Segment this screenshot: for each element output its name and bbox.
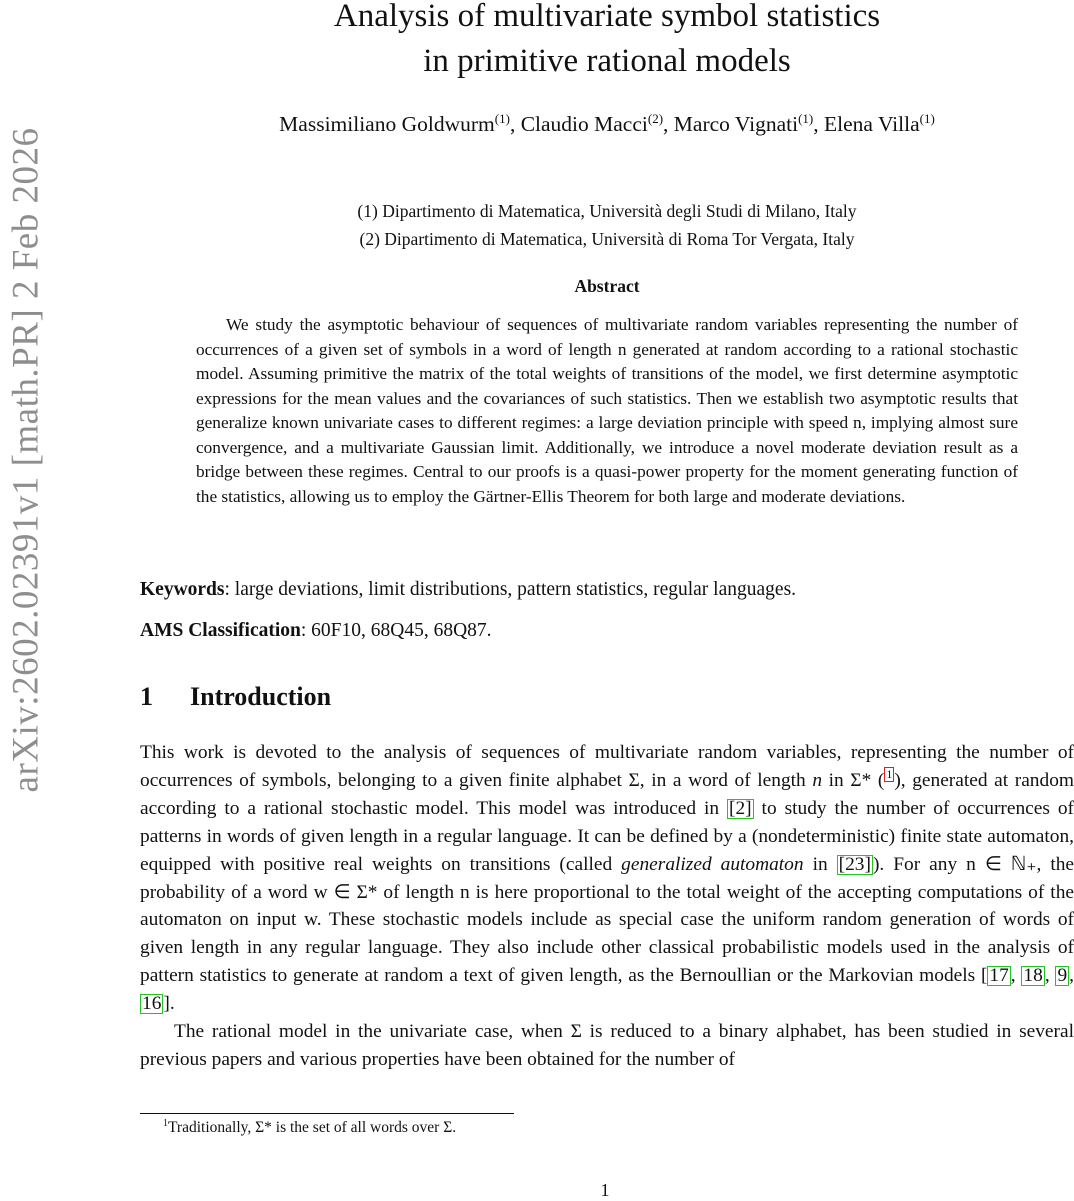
citation-link[interactable]: [23] [838,853,871,875]
author-name: Massimiliano Goldwurm [279,112,495,136]
keywords-line [140,579,1074,601]
affiliation-1: (1) Dipartimento di Matematica, Università degli Studi di Milano, Italy [357,201,857,221]
text-run: in Σ* ( [822,769,885,791]
text-run: , [1010,965,1022,987]
citation-link[interactable]: 9 [1057,965,1068,987]
ams-label: AMS Classification [140,620,301,641]
author-affil-mark: (1) [494,111,510,126]
introduction-body [140,739,1074,1074]
footnote [163,1119,456,1137]
intro-paragraph-1 [140,739,1074,1018]
section-title: Introduction [190,682,332,711]
citation-link[interactable]: 16 [142,993,162,1015]
title-line-1: Analysis of multivariate symbol statistics [333,0,881,34]
author-name: Claudio Macci [520,112,648,136]
emphasis: generalized automaton [621,853,804,875]
author-list: Massimiliano Goldwurm$^{(1)}$, Claudio Macci$^{(2)}$, Marco Vignati$^{(1)}$, Elena Villa$^{(1)}$ [279,111,935,136]
citation-link[interactable]: 17 [989,965,1009,987]
affiliation-2: (2) Dipartimento di Matematica, Università di Roma Tor Vergata, Italy [359,229,855,249]
text-run: in [803,853,837,875]
section-heading [140,682,331,712]
author-affil-mark: (1) [798,111,814,126]
title-line-2: in primitive rational models [423,43,791,79]
arxiv-sidebar [4,90,47,830]
text-run: to study the number of occurrences of patterns in words of given length in a regular language. It can be defined by a (nondeterministic) finite state automaton, equipped with positive real weights on transitions (called [140,797,1074,875]
author-name: Marco Vignati [673,112,799,136]
text-run: ), generated at random according to a rational stochastic model. This model was introduced in [140,769,1074,819]
text-run: ). For any n ∈ ℕ₊, the probability of a word w ∈ Σ* of length n is here proportional to the total weight of the accepting computations of the automaton on input w. These stochastic models include as special case the uniform random generation of words of given length in any regular language. They also include other classical probabilistic models used in the analysis of pattern statistics to generate at random a text of given length, as the Bernoullian or the Markovian models [ [140,853,1074,987]
author-name: Elena Villa [824,112,920,136]
paper-title [140,0,1074,84]
affiliations [140,197,1074,253]
footnote-mark: 1 [163,1118,168,1129]
citation-link[interactable]: 18 [1023,965,1043,987]
author-affil-mark: (2) [647,111,664,126]
section-number: 1 [140,682,153,711]
keywords-label: Keywords [140,579,225,600]
page-number: 1 [600,1180,610,1200]
text-run: This work is devoted to the analysis of sequences of multivariate random variables, representing the number of occurrences of symbols, belonging to a given finite alphabet Σ, in a word of length [140,742,1074,791]
citation-link[interactable]: [2] [729,797,752,819]
math-var: n [812,769,823,791]
text-run: ]. [163,993,175,1015]
footnote-text: Traditionally, Σ* is the set of all words over Σ. [168,1119,457,1136]
text-run: , [1069,965,1074,987]
keywords-text: : large deviations, limit distributions, pattern statistics, regular languages. [224,579,797,600]
footnote-ref-link[interactable]: 1 [886,766,893,781]
intro-paragraph-2: The rational model in the univariate case, when Σ is reduced to a binary alphabet, has been studied in several previous papers and various properties have been obtained for the number of [140,1021,1074,1070]
arxiv-identifier: arXiv:2602.02391v1 [math.PR] 2 Feb 2026 [5,127,47,793]
author-affil-mark: (1) [919,111,935,126]
ams-classification-line [140,620,1074,642]
abstract-text: We study the asymptotic behaviour of sequences of multivariate random variables representing the number of occurrences of a given set of symbols in a word of length n generated at random according to a rational stochastic model. Assuming primitive the matrix of the total weights of transitions of the model, we first determine asymptotic expressions for the mean values and the covariances of such statistics. Then we establish two asymptotic results that generalize known univariate cases to different regimes: a large deviation principle with speed n, implying almost sure convergence, and a multivariate Gaussian limit. Additionally, we introduce a novel moderate deviation result as a bridge between these regimes. Central to our proofs is a quasi-power property for the moment generating function of the statistics, allowing us to employ the Gärtner-Ellis Theorem for both large and moderate deviations. [196,315,1018,506]
abstract-heading: Abstract [574,276,640,296]
footnote-divider [140,1113,514,1114]
text-run: , [1044,965,1056,987]
ams-text: : 60F10, 68Q45, 68Q87. [300,620,492,641]
